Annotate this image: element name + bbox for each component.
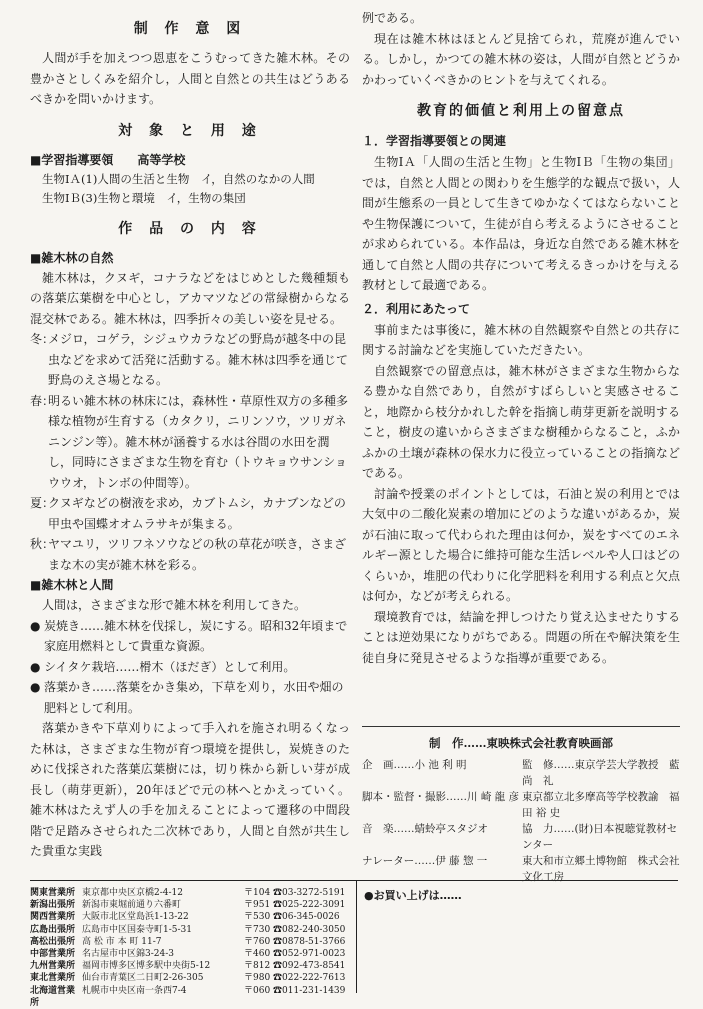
office-row [30, 936, 350, 948]
heading-educational-value: 教育的価値と利用上の留意点 [417, 103, 625, 119]
office-address: 高 松 市 本 町 11-7 [82, 936, 162, 947]
heading-target-use: 対 象 と 用 途 [118, 122, 262, 139]
human-subheading: ■雑木林と人間 [30, 578, 114, 592]
use-item [30, 677, 350, 718]
office-phone: 〒060 ☎011-231-1439 [244, 985, 346, 996]
office-row [30, 985, 350, 1009]
season-text: 明るい雑木林の林床には，森林性・草原性双方の多種多様な植物が生育する（カタクリ，ニリンソウ，ツリガネニンジン等）。雑木林が涵養する水は谷間の水田を潤し，同時にさまざまな生物を育む（トウキョウサンショウウオ，トンボの仲間等）。 [48, 393, 349, 490]
footer [30, 880, 678, 1008]
curriculum-line-1: 生物ⅠＡ(1)人間の生活と生物 イ，自然のなかの人間 [42, 171, 315, 186]
office-name: 中部営業所 [30, 949, 76, 960]
office-row [30, 899, 350, 911]
credit-left: 音 楽……蜻蛉亭スタジオ [362, 823, 488, 835]
credit-left: ナレーター……伊 藤 惣 一 [362, 855, 488, 867]
credit-right: 協 力……(財)日本視聴覚教材センター [522, 823, 678, 851]
purchase-label: ●お買い上げは…… [364, 889, 462, 902]
right-column [362, 8, 680, 668]
intent-text: 人間が手を加えつつ恩恵をこうむってきた雑木林。その豊かさとしくみを紹介し，人間と自然との共生はどうあるべきかを問いかけます。 [30, 51, 350, 106]
office-phone: 〒980 ☎022-222-7613 [244, 973, 346, 984]
season-text: ヤマユリ，ツリフネソウなどの秋の草花が咲き，さまざまな木の実が雑木林を彩る。 [48, 537, 347, 572]
office-phone: 〒104 ☎03-3272-5191 [244, 888, 346, 898]
office-phone: 〒951 ☎025-222-3091 [244, 900, 346, 911]
use-text: シイタケ栽培……榾木（ほだぎ）として利用。 [44, 659, 296, 674]
office-address: 新潟市東堀前通り六番町 [82, 900, 182, 911]
credit-left: 脚本・監督・撮影……川 崎 龍 彦 [362, 791, 520, 803]
season-text: メジロ，コゲラ，シジュウカラなどの野鳥が越冬中の昆虫などを求めて活発に活動する。雑木林は四季を通じて野鳥のえさ場となる。 [48, 332, 349, 387]
season-label: 秋： [30, 537, 55, 551]
office-address: 東京都中央区京橋2-4-12 [82, 888, 183, 898]
season-text: クヌギなどの樹液を求め，カブトムシ，カナブンなどの甲虫や国蝶オオムラサキが集まる。 [48, 496, 346, 531]
heading-content: 作 品 の 内 容 [118, 220, 262, 237]
season-label: 冬： [30, 332, 55, 346]
office-name: 関東営業所 [30, 888, 76, 898]
office-address: 大阪市北区堂島浜1-13-22 [82, 912, 189, 923]
curriculum-line-2: 生物ⅠＢ(3)生物と環境 イ，生物の集団 [42, 190, 246, 205]
section-2-text-1: 事前または事後に，雑木林の自然観察や自然との共存に関する討論などを実施していただきたい。 [362, 322, 680, 357]
credits-divider [362, 726, 680, 727]
left-column [30, 8, 350, 862]
nature-text: 雑木林は，クヌギ，コナラなどをはじめとした幾種類もの落葉広葉樹を中心とし，アカマツなどの常緑樹からなる混交林である。雑木林は，四季折々の美しい姿を見せる。 [30, 270, 350, 326]
credit-left: 企 画……小 池 利 明 [362, 759, 467, 771]
use-item [30, 657, 350, 678]
section-1-text: 生物ⅠＡ「人間の生活と生物」と生物ⅠＢ「生物の集団」では，自然と人間との関わりを生態学的な観点で扱い，人間が生態系の一員として生きてゆかなくてはならないことや生物保護について，生徒が自ら考えるようにさせることが求められている。本作品は，身近な自然である雑木林を通して自然と人間の共存について考えるきっかけを与える教材として最適である。 [362, 155, 680, 292]
nature-subheading: ■雑木林の自然 [30, 250, 114, 265]
season-winter [30, 329, 350, 391]
office-phone: 〒730 ☎082-240-3050 [244, 924, 346, 935]
office-name: 東北営業所 [30, 973, 76, 984]
season-spring [30, 391, 350, 494]
office-list [30, 887, 350, 1009]
credit-row [362, 757, 690, 789]
credit-right: 東京都立北多摩高等学校教諭 福 田 裕 史 [522, 791, 680, 819]
continued-text: 例である。 [362, 11, 423, 25]
office-name: 広島出張所 [30, 924, 76, 935]
credit-right: 東大和市立郷土博物館 株式会社文化工房 [522, 855, 680, 883]
heading-production-intent: 制 作 意 図 [133, 21, 247, 37]
office-row [30, 924, 350, 936]
bullet-icon: ● [30, 680, 41, 694]
office-row [30, 960, 350, 972]
office-phone: 〒460 ☎052-971-0023 [244, 949, 346, 960]
section-2-text-3: 討論や授業のポイントとしては，石油と炭の利用とでは大気中の二酸化炭素の増加にどのような違いがあるか，炭が石油に取って代わられた理由は何か，炭をすべてのエネルギー源とした場合に維持可能な生活レベルや人口はどのくらいか，堆肥の代わりに化学肥料を利用する利点と欠点は何か，などが考えられる。 [362, 486, 680, 603]
office-phone: 〒812 ☎092-473-8541 [244, 961, 346, 972]
bullet-icon: ● [30, 618, 41, 633]
office-phone: 〒530 ☎06-345-0026 [244, 912, 340, 923]
season-autumn [30, 534, 350, 575]
use-item [30, 616, 350, 657]
office-name: 関西営業所 [30, 912, 76, 923]
office-address: 札幌市中央区南一条西7-4 [82, 985, 187, 996]
section-2-text-2: 自然観察での留意点は，雑木林がさまざまな生物からなる豊かな自然であり，自然がすばらしいと実感させること，地際から枝分かれした幹を指摘し萌芽更新を説明すること，樹皮の違いからさまざまな樹種からなること，ふかふかの土壌が森林の保水力に役立っていることの指摘などである。 [362, 363, 680, 480]
season-label: 春： [30, 393, 55, 408]
current-state-text: 現在は雑木林はほとんど見捨てられ，荒廃が進んでいる。しかし，かつての雑木林の姿は，人間が自然とどうかかわっていくべきかのヒントを与えてくれる。 [362, 31, 680, 87]
office-row [30, 972, 350, 984]
footer-divider [356, 881, 357, 993]
office-name: 高松出張所 [30, 936, 76, 947]
season-label: 夏： [30, 496, 55, 510]
use-text: 落葉かき……落葉をかき集め，下草を刈り，水田や畑の肥料として利用。 [44, 680, 344, 715]
office-row [30, 911, 350, 923]
curriculum-subheading: ■学習指導要領 高等学校 [30, 152, 186, 167]
office-row [30, 887, 350, 899]
credits [362, 726, 690, 885]
office-phone: 〒760 ☎0878-51-3766 [244, 936, 346, 947]
credit-row [362, 821, 680, 853]
human-text: 落葉かきや下草刈りによって手入れを施され明るくなった林は，さまざまな生物が育つ環境を提供し，炭焼きのために伐採された落葉広葉樹には，切り株から新しい芽が成長し（萌芽更新），20年ほどで元の林へとかえっていく。雑木林はたえず人の手を加えることによって遷移の中間段階で足踏みさせられた二次林であり，人間と自然が共生した貴重な実践 [30, 721, 350, 858]
office-name: 九州営業所 [30, 961, 76, 972]
bullet-icon: ● [30, 659, 41, 674]
office-name: 新潟出張所 [30, 900, 76, 911]
office-address: 仙台市青葉区二日町2-26-305 [82, 973, 204, 984]
office-name: 北海道営業所 [30, 985, 76, 1008]
office-address: 名古屋市中区錦3-24-3 [82, 949, 174, 960]
section-1-heading: １．学習指導要領との関連 [362, 134, 507, 148]
section-2-text-4: 環境教育では，結論を押しつけたり覚え込ませたりすることは逆効果になりがちである。問題の所在や解決策を生徒自身に発見させるような指導が重要である。 [362, 609, 680, 665]
office-address: 広島市中区国泰寺町1-5-31 [82, 924, 192, 935]
production-company: 制 作……東映株式会社教育映画部 [429, 736, 613, 750]
season-summer [30, 493, 350, 534]
credit-row [362, 789, 680, 821]
use-text: 炭焼き……雑木林を伐採し，炭にする。昭和32年頃まで家庭用燃料として貴重な資源。 [44, 618, 348, 653]
credit-right: 監 修……東京学芸大学教授 藍 尚 礼 [522, 759, 690, 787]
office-row [30, 948, 350, 960]
human-intro: 人間は，さまざまな形で雑木林を利用してきた。 [42, 598, 307, 612]
section-2-heading: ２．利用にあたって [362, 301, 471, 316]
office-address: 福岡市博多区博多駅中央街5-12 [82, 961, 211, 972]
